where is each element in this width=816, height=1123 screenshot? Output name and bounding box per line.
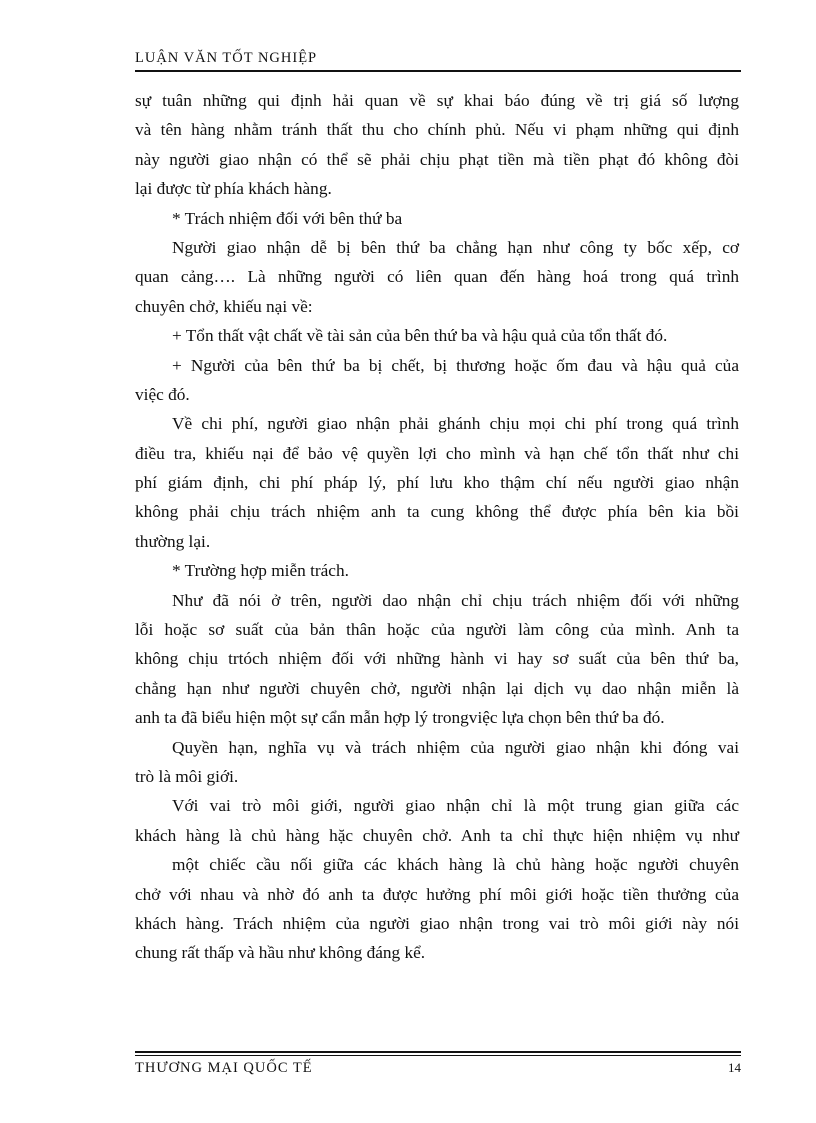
body-text bbox=[135, 86, 739, 968]
text-line: thường lại. bbox=[135, 531, 211, 551]
text-line: điều tra, khiếu nại để bảo vệ quyền lợi cho mình và hạn chế tổn thất như chi bbox=[135, 443, 739, 463]
text-line: lại được từ phía khách hàng. bbox=[135, 179, 332, 199]
section-heading: * Trường hợp miễn trách. bbox=[172, 561, 349, 581]
text-line: sự tuân những qui định hải quan về sự khai báo đúng về trị giá số lượng bbox=[135, 91, 739, 110]
footer-rule bbox=[135, 1055, 741, 1056]
text-line: và tên hàng nhằm tránh thất thu cho chính phủ. Nếu vi phạm những qui định bbox=[135, 120, 739, 140]
text-line: + Người của bên thứ ba bị chết, bị thương hoặc ốm đau và hậu quả của bbox=[172, 355, 739, 375]
page-footer bbox=[135, 1051, 741, 1077]
header-rule bbox=[135, 70, 741, 72]
text-line: trò là môi giới. bbox=[135, 766, 239, 786]
text-line: một chiếc cầu nối giữa các khách hàng là chủ hàng hoặc người chuyên bbox=[172, 855, 739, 875]
text-line: việc đó. bbox=[135, 384, 190, 404]
text-line: chuyên chở, khiếu nại về: bbox=[135, 296, 313, 316]
footer-title: THƯƠNG MẠI QUỐC TẾ bbox=[135, 1060, 313, 1076]
text-line: này người giao nhận có thể sẽ phải chịu phạt tiền mà tiền phạt đó không đòi bbox=[135, 149, 739, 169]
footer-rule bbox=[135, 1051, 741, 1053]
text-line: Với vai trò môi giới, người giao nhận chỉ là một trung gian giữa các bbox=[172, 796, 739, 816]
text-line: Về chi phí, người giao nhận phải ghánh chịu mọi chi phí trong quá trình bbox=[172, 414, 739, 434]
text-line: chung rất thấp và hầu như không đáng kể. bbox=[135, 943, 426, 963]
section-heading: * Trách nhiệm đối với bên thứ ba bbox=[172, 208, 403, 228]
text-line: khách hàng là chủ hàng hặc chuyên chở. Anh ta chỉ thực hiện nhiệm vụ như bbox=[135, 825, 739, 845]
text-line: phí giám định, chi phí pháp lý, phí lưu kho thậm chí nếu người giao nhận bbox=[135, 473, 739, 493]
text-line: Như đã nói ở trên, người dao nhận chỉ chịu trách nhiệm đối với những bbox=[172, 590, 739, 610]
text-line: Người giao nhận dễ bị bên thứ ba chẳng hạn như công ty bốc xếp, cơ bbox=[172, 237, 739, 257]
header-title: LUẬN VĂN TỐT NGHIỆP bbox=[135, 50, 318, 66]
text-line: chở với nhau và nhờ đó anh ta được hưởng phí môi giới hoặc tiền thưởng của bbox=[135, 884, 739, 904]
text-line: anh ta đã biểu hiện một sự cẩn mẫn hợp lý trongviệc lựa chọn bên thứ ba đó. bbox=[135, 708, 665, 728]
text-line: quan cảng…. Là những người có liên quan đến hàng hoá trong quá trình bbox=[135, 267, 739, 287]
text-line: + Tổn thất vật chất về tài sản của bên thứ ba và hậu quả của tổn thất đó. bbox=[172, 326, 668, 346]
page-header bbox=[135, 48, 741, 72]
page-number: 14 bbox=[728, 1060, 741, 1075]
text-line: không phải chịu trách nhiệm anh ta cung không thể được phía bên kia bồi bbox=[135, 502, 739, 522]
text-line: Quyền hạn, nghĩa vụ và trách nhiệm của người giao nhận khi đóng vai bbox=[172, 737, 739, 757]
text-line: lỗi hoặc sơ suất của bản thân hoặc của người làm công của mình. Anh ta bbox=[135, 620, 739, 640]
text-line: khách hàng. Trách nhiệm của người giao nhận trong vai trò môi giới này nói bbox=[135, 913, 739, 933]
text-line: không chịu trtóch nhiệm đối với những hành vi hay sơ suất của bên thứ ba, bbox=[135, 649, 739, 669]
text-line: chẳng hạn như người chuyên chở, người nhận lại dịch vụ dao nhận miễn là bbox=[135, 678, 739, 698]
